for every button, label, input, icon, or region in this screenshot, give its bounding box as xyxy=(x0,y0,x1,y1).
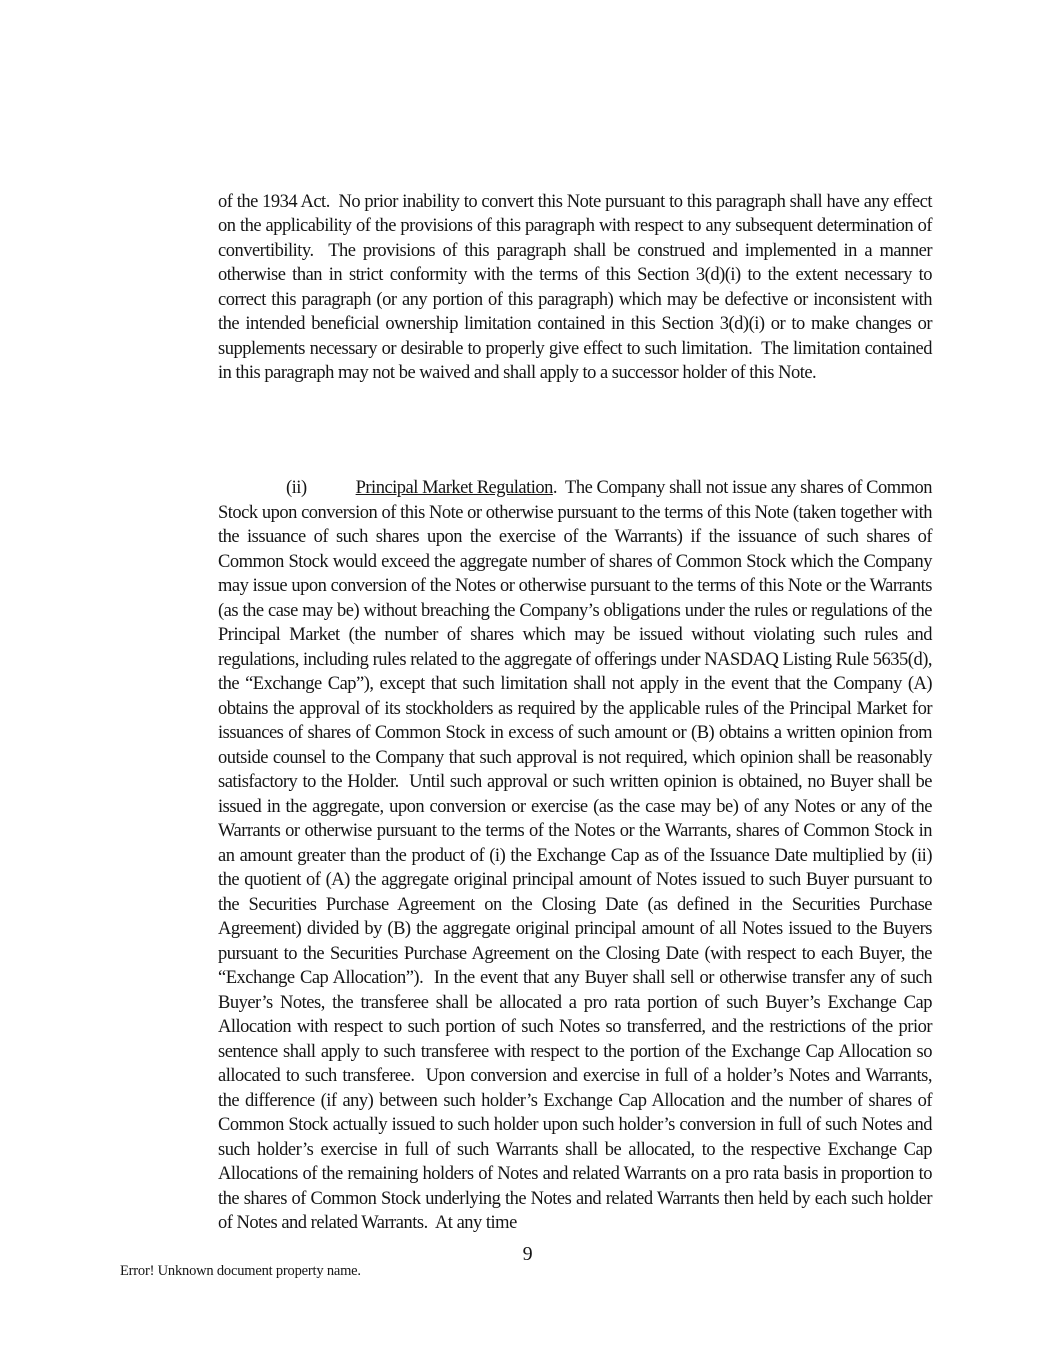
page-number: 9 xyxy=(522,1243,533,1265)
list-marker: (ii) xyxy=(286,478,307,498)
footer-error-text: Error! Unknown document property name. xyxy=(120,1263,361,1279)
section-heading: Principal Market Regulation xyxy=(355,478,553,498)
paragraph-continuation: of the 1934 Act. No prior inability to convert this Note pursuant to this paragraph shall have any effect on the applicability of the provisions of this paragraph with respect to any subsequent determination of convertibility. The provisions of this paragraph shall be construed and implemented in a manner otherwise than in strict conformity with the terms of this Section 3(d)(i) to the extent necessary to correct this paragraph (or any portion of this paragraph) which may be defective or inconsistent with the intended beneficial ownership limitation contained in this Section 3(d)(i) or to make changes or supplements necessary or desirable to properly give effect to such limitation. The limitation contained in this paragraph may not be waived and shall apply to a successor holder of this Note. xyxy=(218,191,937,383)
paragraph-principal-market-regulation xyxy=(218,476,937,1236)
document-body xyxy=(218,116,937,1309)
paragraph-text: . The Company shall not issue any shares of Common Stock upon conversion of this Note or otherwise pursuant to the terms of this Note (taken together with the issuance of such shares upon the exercise of the Warrants) if the issuance of such shares of Common Stock would exceed the aggregate number of shares of Common Stock which the Company may issue upon conversion of the Notes or otherwise pursuant to the terms of this Note or the Warrants (as the case may be) without breaching the Company’s obligations under the rules or regulations of the Principal Market (the number of shares which may be issued without violating such rules and regulations, including rules related to the aggregate of offerings under NASDAQ Listing Rule 5635(d), the “Exchange Cap”), except that such limitation shall not apply in the event that the Company (A) obtains the approval of its stockholders as required by the applicable rules of the Principal Market for issuances of shares of Common Stock in excess of such amount or (B) obtains a written opinion from outside counsel to the Company that such approval is not required, which opinion shall be reasonably satisfactory to the Holder. Until such approval or such written opinion is obtained, no Buyer shall be issued in the aggregate, upon conversion or exercise (as the case may be) of any Notes or any of the Warrants or otherwise pursuant to the terms of the Notes or the Warrants, shares of Common Stock in an amount greater than the product of (i) the Exchange Cap as of the Issuance Date multiplied by (ii) the quotient of (A) the aggregate original principal amount of Notes issued to such Buyer pursuant to the Securities Purchase Agreement on the Closing Date (as defined in the Securities Purchase Agreement) divided by (B) the aggregate original principal amount of all Notes issued to the Buyers pursuant to the Securities Purchase Agreement on the Closing Date (with respect to each Buyer, the “Exchange Cap Allocation”). In the event that any Buyer shall sell or otherwise transfer any of such Buyer’s Notes, the transferee shall be allocated a pro rata portion of such Buyer’s Exchange Cap Allocation with respect to such portion of such Notes so transferred, and the restrictions of the prior sentence shall apply to such transferee with respect to the portion of the Exchange Cap Allocation so allocated to such transferee. Upon conversion and exercise in full of a holder’s Notes and Warrants, the difference (if any) between such holder’s Exchange Cap Allocation and the number of shares of Common Stock actually issued to such holder upon such holder’s conversion in full of such Notes and such holder’s exercise in full of such Warrants shall be allocated, to the respective Exchange Cap Allocations of the remaining holders of Notes and related Warrants on a pro rata basis in proportion to the shares of Common Stock underlying the Notes and related Warrants then held by each such holder of Notes and related Warrants. At any time xyxy=(218,478,937,1233)
